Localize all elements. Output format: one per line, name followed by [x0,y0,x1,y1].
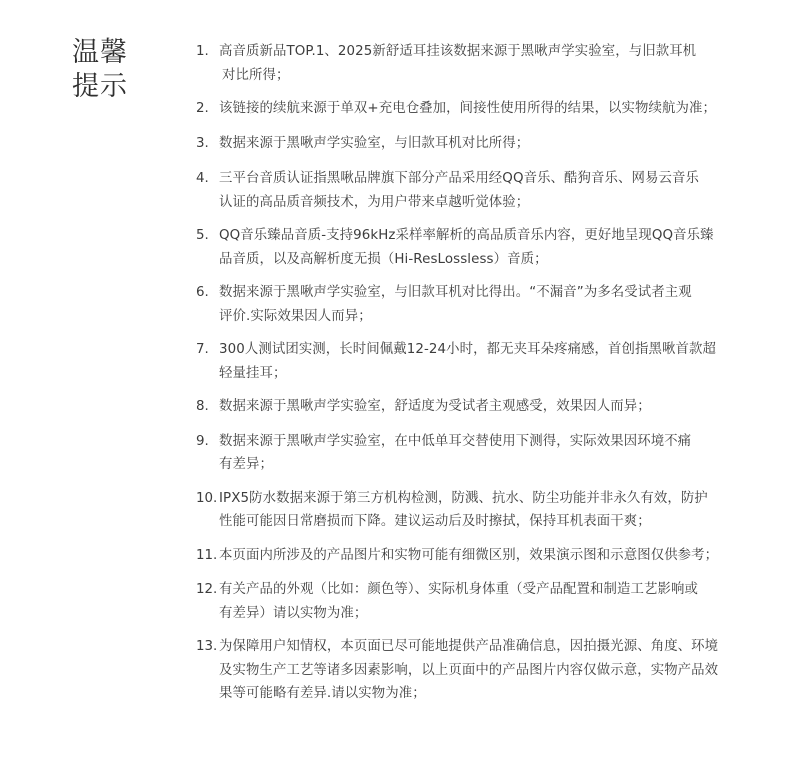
list-item [196,132,751,156]
item-line: 数据来源于黑啾声学实验室，与旧款耳机对比所得； [219,135,530,151]
item-line: 对比所得； [222,67,290,83]
notice-heading [72,36,142,104]
item-line: 及实物生产工艺等诸多因素影响，以上页面中的产品图片内容仅做示意，实物产品效 [219,662,719,678]
item-line: 为保障用户知情权，本页面已尽可能地提供产品准确信息，因拍摄光源、角度、环境 [219,639,719,654]
item-text [219,97,751,121]
item-line: 有差异； [219,457,273,472]
item-text [219,544,751,568]
item-text [219,430,751,477]
item-line: 认证的高品质音频技术，为用户带来卓越听觉体验； [219,194,530,210]
item-text [219,167,751,214]
item-text [219,487,751,534]
item-number: 6. [196,285,209,300]
item-line: IPX5防水数据来源于第三方机构检测，防溅、抗水、防尘功能并非永久有效，防护 [219,490,708,506]
item-number: 11. [196,547,218,563]
item-number: 4. [196,171,209,186]
item-number: 1. [196,44,209,59]
item-line: 轻量挂耳； [219,365,287,381]
item-line: QQ音乐臻品音质-支持96kHz采样率解析的高品质音乐内容，更好地呈现QQ音乐臻 [219,228,714,243]
item-text [219,132,751,156]
item-line: 三平台音质认证指黑啾品牌旗下部分产品采用经QQ音乐、酷狗音乐、网易云音乐 [219,171,699,186]
list-item [196,487,751,534]
list-item [196,395,751,419]
item-line: 有差异）请以实物为准； [219,605,368,621]
list-item [196,430,751,477]
item-number: 7. [196,342,209,357]
item-line: 本页面内所涉及的产品图片和实物可能有细微区别，效果演示图和示意图仅供参考； [219,547,719,563]
heading-line-1: 温馨 [72,37,128,68]
item-line: 果等可能略有差异.请以实物为准； [219,686,426,701]
list-item [196,635,751,706]
item-line: 数据来源于黑啾声学实验室，在中低单耳交替使用下测得，实际效果因环境不痛 [219,433,692,449]
item-text [219,395,751,419]
list-item [196,40,751,87]
item-line: 高音质新品TOP.1、2025新舒适耳挂该数据来源于黑啾声学实验室，与旧款耳机 [219,44,697,59]
item-number: 9. [196,433,209,449]
item-text [219,338,751,385]
list-item [196,578,751,625]
item-line: 数据来源于黑啾声学实验室，与旧款耳机对比得出。“不漏音”为多名受试者主观 [219,285,692,300]
item-text [219,635,751,706]
item-number: 5. [196,228,209,243]
item-number: 3. [196,135,209,151]
item-line: 评价.实际效果因人而异； [219,308,372,324]
list-item [196,97,751,121]
item-line: 有关产品的外观（比如：颜色等）、实际机身体重（受产品配置和制造工艺影响或 [219,582,698,597]
item-number: 10. [196,490,218,506]
list-item [196,338,751,385]
item-text [219,40,751,87]
item-line: 300人测试团实测，长时间佩戴12-24小时，都无夹耳朵疼痛感，首创指黑啾首款超 [219,342,716,357]
item-line: 性能可能因日常磨损而下降。建议运动后及时擦拭，保持耳机表面干爽； [219,514,651,529]
list-item [196,281,751,328]
item-line: 数据来源于黑啾声学实验室，舒适度为受试者主观感受，效果因人而异； [219,399,651,414]
heading-line-2: 提示 [72,71,128,102]
item-number: 13. [196,639,218,654]
notice-list [196,40,751,706]
item-text [219,224,751,271]
list-item [196,544,751,568]
item-number: 8. [196,399,209,414]
list-item [196,224,751,271]
item-line: 品音质，以及高解析度无损（Hi-ResLossless）音质； [219,251,548,267]
item-text [219,281,751,328]
item-text [219,578,751,625]
list-item [196,167,751,214]
item-number: 2. [196,101,209,116]
item-number: 12. [196,582,218,597]
item-line: 该链接的续航来源于单双+充电仓叠加，间接性使用所得的结果，以实物续航为准； [219,101,716,116]
